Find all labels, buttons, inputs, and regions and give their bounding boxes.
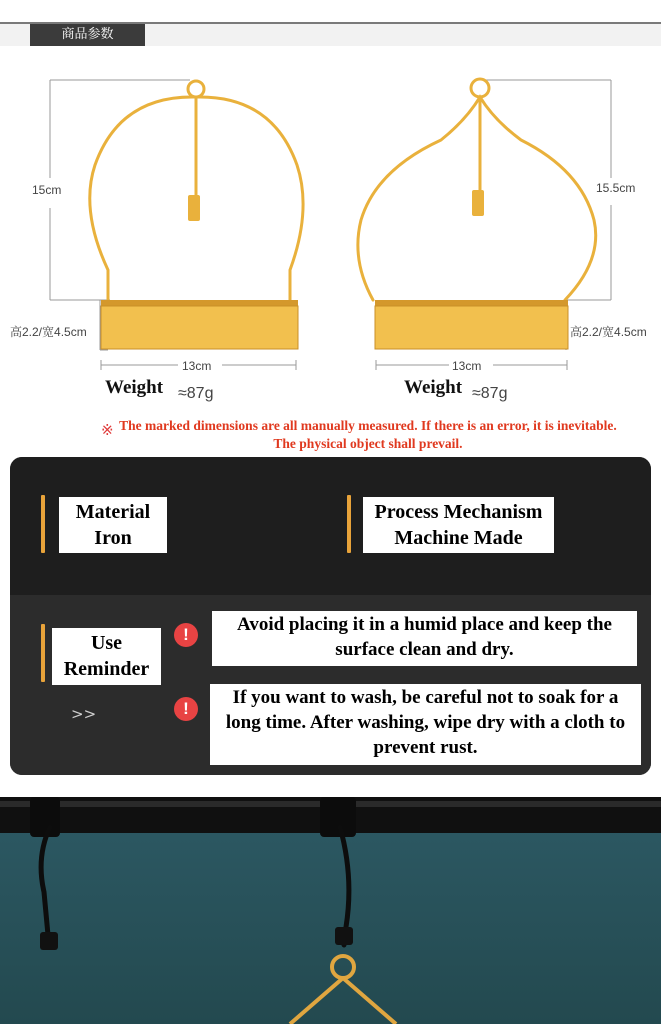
top-strip — [0, 0, 661, 24]
reminder-washing: If you want to wash, be careful not to soak for a long time. After washing, wipe dry with a cloth to prevent rust. — [210, 684, 641, 765]
base-dimension: 高2.2/宽4.5cm — [570, 325, 647, 339]
material-title: Material — [75, 501, 151, 523]
product-photo — [0, 797, 661, 1024]
reminder-humidity: Avoid placing it in a humid place and keep the surface clean and dry. — [212, 611, 637, 666]
material-value: Iron — [94, 527, 132, 549]
weight-value: ≈87g — [472, 385, 508, 402]
product-round-holder — [0, 60, 320, 410]
reference-mark-icon: ※ — [101, 421, 114, 439]
width-dimension: 13cm — [452, 359, 482, 373]
process-spec — [363, 497, 554, 553]
width-dimension: 13cm — [182, 359, 212, 373]
process-title: Process Mechanism — [374, 501, 543, 523]
weight-label: Weight — [404, 377, 463, 398]
measurement-notice: The marked dimensions are all manually measured. If there is an error, it is inevitable. The physical object shall prevail. — [119, 418, 617, 451]
warning-icon: ! — [174, 623, 198, 647]
base-dimension: 高2.2/宽4.5cm — [10, 325, 87, 339]
material-accent-bar — [41, 495, 45, 553]
height-dimension: 15.5cm — [596, 181, 636, 195]
weight-label: Weight — [105, 377, 164, 398]
pointed-holder-drawing — [341, 60, 661, 410]
product-pointed-holder — [341, 60, 661, 410]
warning-icon: ! — [174, 697, 198, 721]
round-holder-drawing — [0, 60, 320, 410]
height-dimension: 15cm — [32, 183, 62, 197]
section-title: 商品参数 — [30, 24, 145, 46]
process-value: Machine Made — [394, 527, 523, 549]
weight-value: ≈87g — [178, 385, 214, 402]
use-reminder-title: Use Reminder — [52, 628, 161, 685]
double-chevron-icon: >> — [71, 705, 97, 723]
hanging-holder-photo — [0, 797, 661, 1024]
material-spec — [59, 497, 167, 553]
process-accent-bar — [347, 495, 351, 553]
reminder-accent-bar — [41, 624, 45, 682]
